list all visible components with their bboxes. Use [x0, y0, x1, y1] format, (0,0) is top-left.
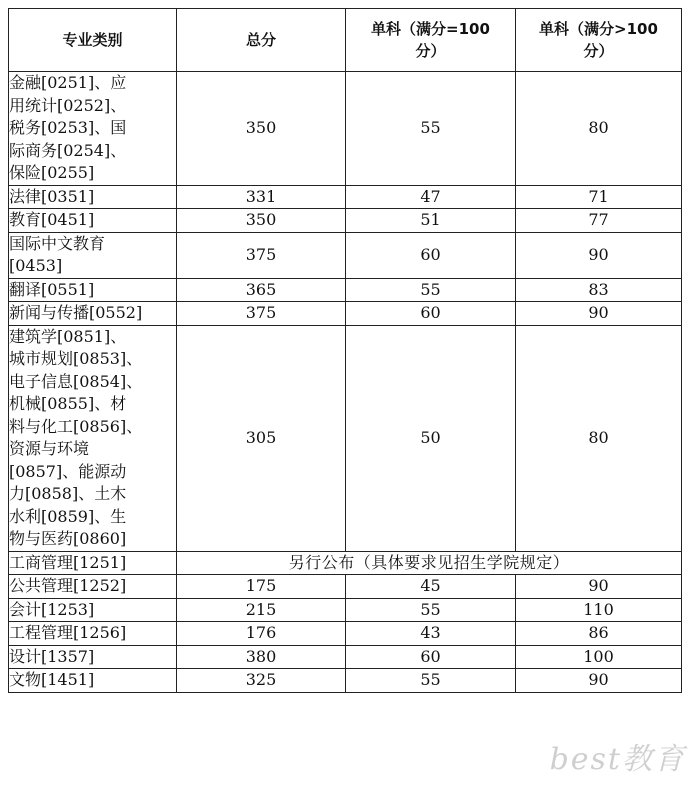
category-line: 物与医药[0860] — [9, 529, 127, 548]
table-row — [9, 232, 682, 278]
table-row — [9, 645, 682, 669]
single-100-cell: 51 — [346, 209, 516, 233]
table-row — [9, 185, 682, 209]
category-line: 法律[0351] — [9, 186, 95, 206]
single-over-100-cell: 90 — [516, 669, 682, 693]
category-line: 力[0858]、土木 — [9, 484, 127, 503]
single-over-100-cell: 80 — [516, 72, 682, 186]
single-100-cell: 45 — [346, 575, 516, 599]
single-over-100-cell: 83 — [516, 278, 682, 302]
category-line: 城市规划[0853]、 — [9, 349, 143, 368]
category-line: [0857]、能源动 — [9, 461, 127, 481]
category-line: 文物[1451] — [9, 670, 95, 689]
single-over-100-cell: 110 — [516, 598, 682, 622]
category-cell — [9, 622, 177, 646]
category-cell — [9, 302, 177, 326]
total-score-cell: 176 — [177, 622, 346, 646]
total-score-cell: 175 — [177, 575, 346, 599]
single-over-100-cell: 100 — [516, 645, 682, 669]
table-row — [9, 325, 682, 551]
header-single-100: 单科（满分=100分） — [346, 9, 516, 72]
category-line: [0453] — [9, 256, 63, 275]
category-line: 际商务[0254]、 — [9, 140, 127, 160]
category-line: 税务[0253]、国 — [9, 118, 127, 137]
single-over-100-cell: 90 — [516, 232, 682, 278]
total-score-cell: 350 — [177, 209, 346, 233]
single-100-cell: 55 — [346, 598, 516, 622]
category-cell — [9, 669, 177, 693]
category-line: 建筑学[0851]、 — [9, 326, 127, 346]
category-line: 工程管理[1256] — [9, 623, 127, 642]
category-line: 金融[0251]、应 — [9, 73, 127, 92]
total-score-cell: 365 — [177, 278, 346, 302]
total-score-cell: 331 — [177, 185, 346, 209]
total-score-cell: 380 — [177, 645, 346, 669]
table-row — [9, 72, 682, 186]
category-line: 料与化工[0856]、 — [9, 416, 143, 436]
category-line: 公共管理[1252] — [9, 576, 127, 595]
category-line: 机械[0855]、材 — [9, 394, 127, 413]
table-body — [9, 72, 682, 693]
category-line: 用统计[0252]、 — [9, 95, 127, 115]
total-score-cell: 305 — [177, 325, 346, 551]
table-row — [9, 278, 682, 302]
header-row — [9, 9, 682, 72]
category-cell — [9, 185, 177, 209]
category-line: 水利[0859]、生 — [9, 506, 127, 526]
single-over-100-cell: 90 — [516, 575, 682, 599]
single-100-cell: 60 — [346, 232, 516, 278]
category-cell — [9, 575, 177, 599]
table-row — [9, 669, 682, 693]
category-cell — [9, 551, 177, 575]
total-score-cell: 325 — [177, 669, 346, 693]
single-over-100-cell: 71 — [516, 185, 682, 209]
category-line: 教育[0451] — [9, 210, 95, 229]
category-line: 工商管理[1251] — [9, 552, 127, 572]
single-100-cell: 55 — [346, 669, 516, 693]
category-line: 会计[1253] — [9, 599, 95, 619]
category-line: 新闻与传播[0552] — [9, 303, 143, 322]
category-line: 翻译[0551] — [9, 279, 95, 299]
total-score-cell: 375 — [177, 232, 346, 278]
single-100-cell: 60 — [346, 645, 516, 669]
single-over-100-cell: 90 — [516, 302, 682, 326]
table-row — [9, 209, 682, 233]
category-cell — [9, 598, 177, 622]
category-line: 资源与环境 — [9, 439, 90, 458]
single-100-cell: 50 — [346, 325, 516, 551]
category-cell — [9, 325, 177, 551]
category-line: 保险[0255] — [9, 163, 95, 182]
category-line: 设计[1357] — [9, 646, 95, 666]
category-cell — [9, 209, 177, 233]
table-row — [9, 551, 682, 575]
table-row — [9, 302, 682, 326]
single-100-cell: 60 — [346, 302, 516, 326]
single-100-cell: 55 — [346, 278, 516, 302]
category-line: 电子信息[0854]、 — [9, 371, 143, 391]
watermark-logo: best教育 — [549, 742, 686, 777]
category-cell — [9, 278, 177, 302]
table-row — [9, 622, 682, 646]
table-row — [9, 575, 682, 599]
header-category: 专业类别 — [9, 9, 177, 72]
note-cell: 另行公布（具体要求见招生学院规定） — [177, 551, 682, 575]
single-over-100-cell: 80 — [516, 325, 682, 551]
score-table — [8, 8, 682, 693]
total-score-cell: 375 — [177, 302, 346, 326]
total-score-cell: 350 — [177, 72, 346, 186]
category-cell — [9, 232, 177, 278]
single-over-100-cell: 86 — [516, 622, 682, 646]
single-100-cell: 55 — [346, 72, 516, 186]
single-over-100-cell: 77 — [516, 209, 682, 233]
table-row — [9, 598, 682, 622]
category-cell — [9, 72, 177, 186]
single-100-cell: 43 — [346, 622, 516, 646]
single-100-cell: 47 — [346, 185, 516, 209]
category-cell — [9, 645, 177, 669]
header-single-over-100: 单科（满分>100分） — [516, 9, 682, 72]
header-total: 总分 — [177, 9, 346, 72]
total-score-cell: 215 — [177, 598, 346, 622]
category-line: 国际中文教育 — [9, 233, 106, 253]
